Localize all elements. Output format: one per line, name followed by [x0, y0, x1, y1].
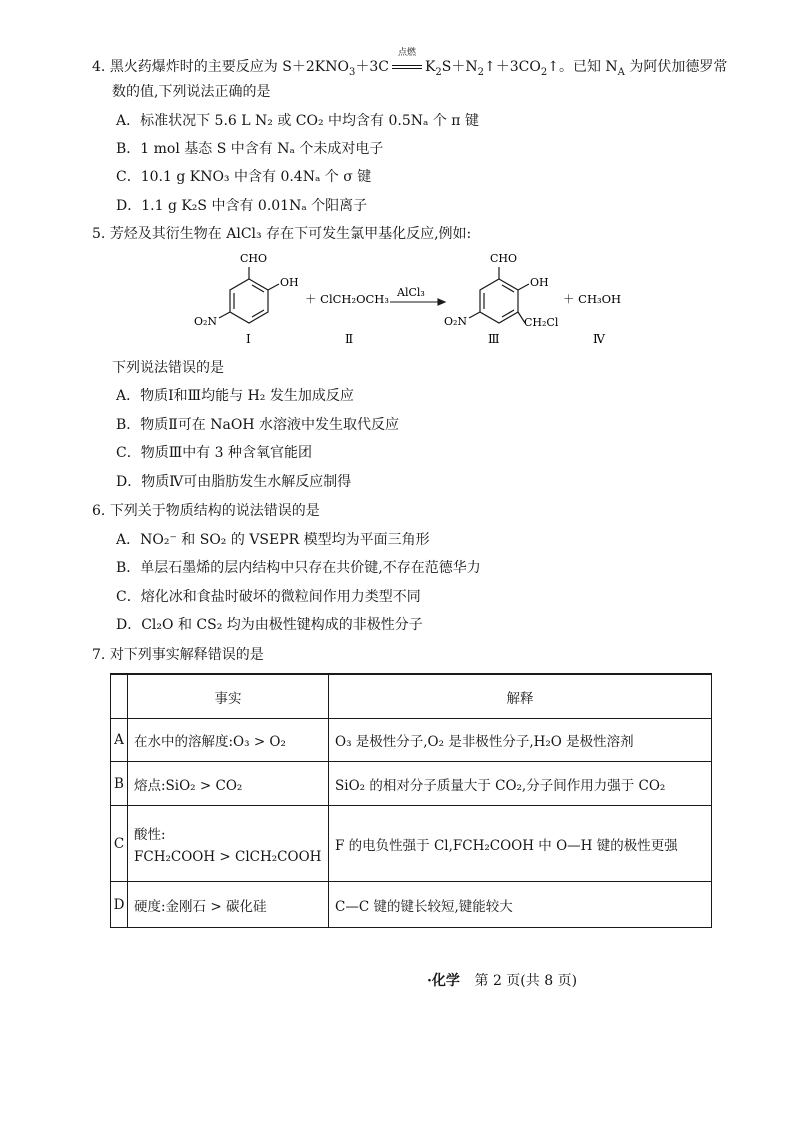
q4-option-d: D．1.1 g K₂S 中含有 0.01Nₐ 个阳离子	[116, 198, 368, 214]
row-fact: 熔点:SiO₂ > CO₂	[128, 762, 329, 806]
row-letter: A	[111, 719, 128, 762]
q7-table	[110, 673, 712, 928]
q5-option-c: C．物质Ⅲ中有 3 种含氧官能团	[116, 445, 313, 461]
q5-lead: 下列说法错误的是	[112, 360, 224, 376]
q4-option-c: C．10.1 g KNO₃ 中含有 0.4Nₐ 个 σ 键	[116, 169, 372, 185]
row-fact: 硬度:金刚石 > 碳化硅	[128, 882, 329, 928]
q6-option-a: A．NO₂⁻ 和 SO₂ 的 VSEPR 模型均为平面三角形	[116, 532, 430, 548]
table-row	[111, 762, 712, 806]
benzene-ring-1	[219, 267, 279, 323]
header-explanation: 解释	[329, 674, 712, 719]
q6-option-c: C．熔化冰和食盐时破坏的微粒间作用力类型不同	[116, 589, 421, 605]
header-fact: 事实	[128, 674, 329, 719]
row-explanation: O₃ 是极性分子,O₂ 是非极性分子,H₂O 是极性溶剂	[329, 719, 712, 762]
row-letter: B	[111, 762, 128, 806]
q4-stem-a: 黑火药爆炸时的主要反应为 S＋2KNO	[109, 59, 349, 75]
scheme-no2-3: O₂N	[444, 315, 468, 328]
row-explanation: SiO₂ 的相对分子质量大于 CO₂,分子间作用力强于 CO₂	[329, 762, 712, 806]
table-row	[111, 806, 712, 882]
q5-stem: 5. 芳烃及其衍生物在 AlCl₃ 存在下可发生氯甲基化反应,例如:	[92, 226, 472, 242]
q4-stem: 4. 黑火药爆炸时的主要反应为 $S+2KNO_3+3C$ 点燃 $K_2S+N_2↑+3CO_2↑$。已知 $N_A$ 为阿伏加德罗常	[92, 48, 728, 78]
table-row	[111, 882, 712, 928]
q4-stem-cont: 数的值,下列说法正确的是	[112, 84, 271, 100]
compound-label-1: Ⅰ	[246, 332, 251, 346]
scheme-oh-1: OH	[280, 276, 299, 289]
row-letter: D	[111, 882, 128, 928]
footer-subject: ·化学	[427, 973, 460, 989]
q5-option-b: B．物质Ⅱ可在 NaOH 水溶液中发生取代反应	[116, 417, 399, 433]
reaction-arrow	[390, 299, 445, 305]
q4-option-b: B．1 mol 基态 S 中含有 Nₐ 个未成对电子	[116, 141, 384, 157]
q4-option-a: A．标准状况下 5.6 L N₂ 或 CO₂ 中均含有 0.5Nₐ 个 π 键	[116, 113, 479, 129]
row-explanation: F 的电负性强于 Cl,FCH₂COOH 中 O—H 键的极性更强	[329, 806, 712, 882]
reaction-condition: 点燃	[392, 57, 422, 77]
scheme-no2-1: O₂N	[194, 315, 218, 328]
scheme-catalyst: AlCl₃	[397, 286, 425, 299]
table-header-row	[111, 674, 712, 719]
scheme-oh-3: OH	[530, 276, 549, 289]
q6-stem: 6. 下列关于物质结构的说法错误的是	[92, 503, 320, 519]
reaction-scheme	[0, 245, 794, 355]
row-explanation: C—C 键的键长较短,键能较大	[329, 882, 712, 928]
scheme-reagent-2: ＋ ClCH₂OCH₃	[305, 292, 389, 306]
q5-option-d: D．物质Ⅳ可由脂肪发生水解反应制得	[116, 474, 352, 490]
row-fact: 在水中的溶解度:O₃ > O₂	[128, 719, 329, 762]
q5-number: 5.	[92, 226, 106, 242]
row-fact: 酸性: FCH₂COOH > ClCH₂COOH	[128, 806, 329, 882]
page-footer	[427, 970, 577, 990]
compound-label-3: Ⅲ	[488, 332, 500, 346]
footer-page-number: 第 2 页(共 8 页)	[474, 973, 578, 989]
compound-label-2: Ⅱ	[345, 332, 354, 346]
compound-label-4: Ⅳ	[593, 332, 605, 346]
scheme-cho-3: CHO	[490, 252, 518, 265]
scheme-cho-1: CHO	[240, 252, 268, 265]
q5-option-a: A．物质Ⅰ和Ⅲ均能与 H₂ 发生加成反应	[116, 388, 354, 404]
scheme-ch2cl: CH₂Cl	[524, 316, 559, 329]
q6-option-b: B．单层石墨烯的层内结构中只存在共价键,不存在范德华力	[116, 560, 481, 576]
table-row	[111, 719, 712, 762]
q4-number: 4.	[92, 59, 106, 75]
q6-number: 6.	[92, 503, 106, 519]
scheme-product-4: ＋ CH₃OH	[563, 292, 622, 306]
row-letter: C	[111, 806, 128, 882]
q7-stem: 7. 对下列事实解释错误的是	[92, 647, 264, 663]
q6-option-d: D．Cl₂O 和 CS₂ 均为由极性键构成的非极性分子	[116, 617, 423, 633]
q7-number: 7.	[92, 647, 106, 663]
benzene-ring-3	[469, 267, 529, 323]
